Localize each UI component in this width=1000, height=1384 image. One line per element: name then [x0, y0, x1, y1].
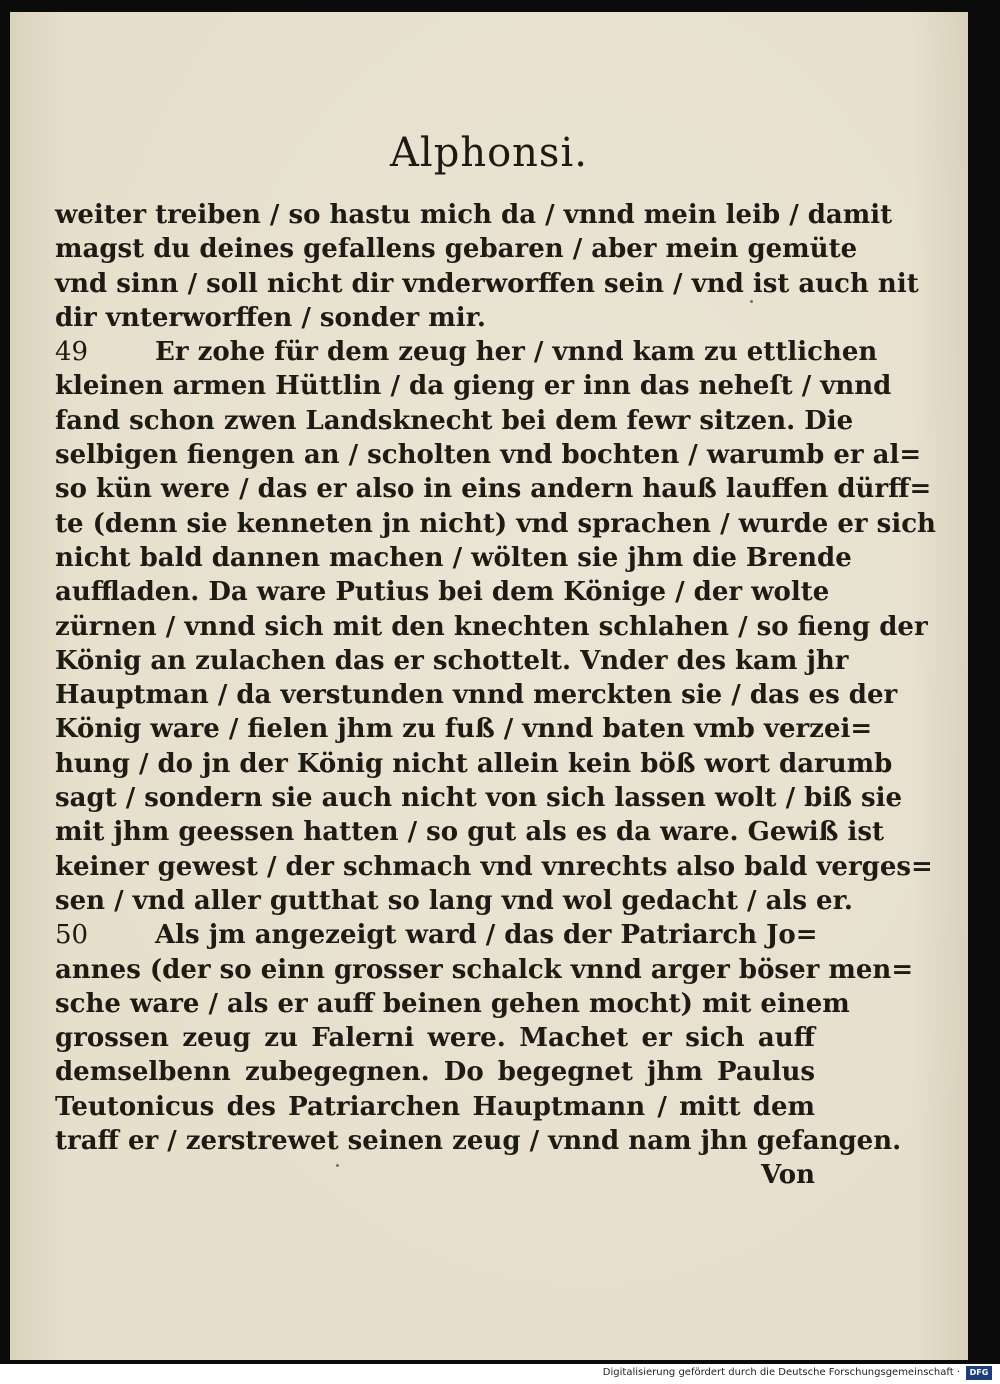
text-line-9: so kün were / das er also in eins andern hauß lauffen dürff=: [55, 474, 932, 505]
text-line-1: weiter treiben / so hastu mich da / vnnd mein leib / damit: [55, 200, 893, 230]
body-text: [55, 198, 936, 1193]
text-line-16: König ware / fielen jhm zu fuß / vnnd baten vmb verzei=: [55, 714, 873, 745]
text-line-19: mit jhm geessen hatten / so gut als es da ware. Gewiß ist: [55, 817, 884, 848]
book-page: [10, 12, 968, 1360]
text-line-24: sche ware / als er auff beinen gehen mocht) mit einem: [55, 988, 850, 1019]
text-line-26: demselbenn zubegegnen. Do begegnet jhm Paulus: [55, 1057, 815, 1088]
paragraph-50-first-line: [55, 918, 818, 952]
dfg-logo: DFG: [966, 1366, 992, 1380]
text-line-21: sen / vnd aller gutthat so lang vnd wol gedacht / als er.: [55, 885, 853, 916]
funding-credit: Digitalisierung gefördert durch die Deutsche Forschungsgemeinschaft ·: [602, 1367, 960, 1378]
text-line-15: Hauptman / da verstunden vnnd merckten sie / das es der: [55, 680, 898, 711]
text-line-27: Teutonicus des Patriarchen Hauptmann / mitt dem: [55, 1091, 815, 1122]
text-line-14: König an zulachen das er schottelt. Vnder des kam jhr: [55, 645, 849, 676]
footer-bar: [0, 1364, 1000, 1384]
paragraph-number-50: 50: [55, 920, 89, 951]
text-line-13: zürnen / vnnd sich mit den knechten schlahen / so fieng der: [55, 611, 928, 642]
text-line-28: traff er / zerstrewet seinen zeug / vnnd nam jhn gefangen.: [55, 1126, 902, 1157]
text-line-25: grossen zeug zu Falerni were. Machet er sich auff: [55, 1023, 815, 1054]
text-line-12: auffladen. Da ware Putius bei dem Könige / der wolte: [55, 577, 830, 608]
text-line-20: keiner gewest / der schmach vnd vnrechts also bald verges=: [55, 851, 933, 882]
text-line-8: selbigen fiengen an / scholten vnd bochten / warumb er al=: [55, 440, 922, 471]
paragraph-49-first-line: [55, 335, 878, 369]
text-line-22: Als jm angezeigt ward / das der Patriarch Jo=: [155, 920, 818, 951]
text-line-11: nicht bald dannen machen / wölten sie jhm die Brende: [55, 542, 852, 573]
text-line-5: Er zohe für dem zeug her / vnnd kam zu ettlichen: [155, 337, 878, 368]
text-line-7: fand schon zwen Landsknecht bei dem fewr sitzen. Die: [55, 405, 854, 436]
paper-speck: [336, 1164, 339, 1167]
text-line-3: vnd sinn / soll nicht dir vnderworffen sein / vnd ist auch nit: [55, 268, 919, 299]
text-line-10: te (denn sie kenneten jn nicht) vnd sprachen / wurde er sich: [55, 508, 936, 539]
text-line-2: magst du deines gefallens gebaren / aber mein gemüte: [55, 234, 858, 265]
text-line-6: kleinen armen Hüttlin / da gieng er inn das neheſt / vnnd: [55, 371, 892, 402]
text-line-18: sagt / sondern sie auch nicht von sich lassen wolt / biß sie: [55, 783, 903, 814]
text-line-4: dir vnterworffen / sonder mir.: [55, 302, 486, 333]
running-head: Alphonsi.: [390, 130, 588, 176]
catchword: Von: [760, 1160, 815, 1191]
text-line-23: annes (der so einn grosser schalck vnnd arger böser men=: [55, 954, 914, 985]
paper-speck: [750, 300, 753, 303]
text-line-17: hung / do jn der König nicht allein kein böß wort darumb: [55, 748, 893, 779]
paragraph-number-49: 49: [55, 337, 89, 368]
